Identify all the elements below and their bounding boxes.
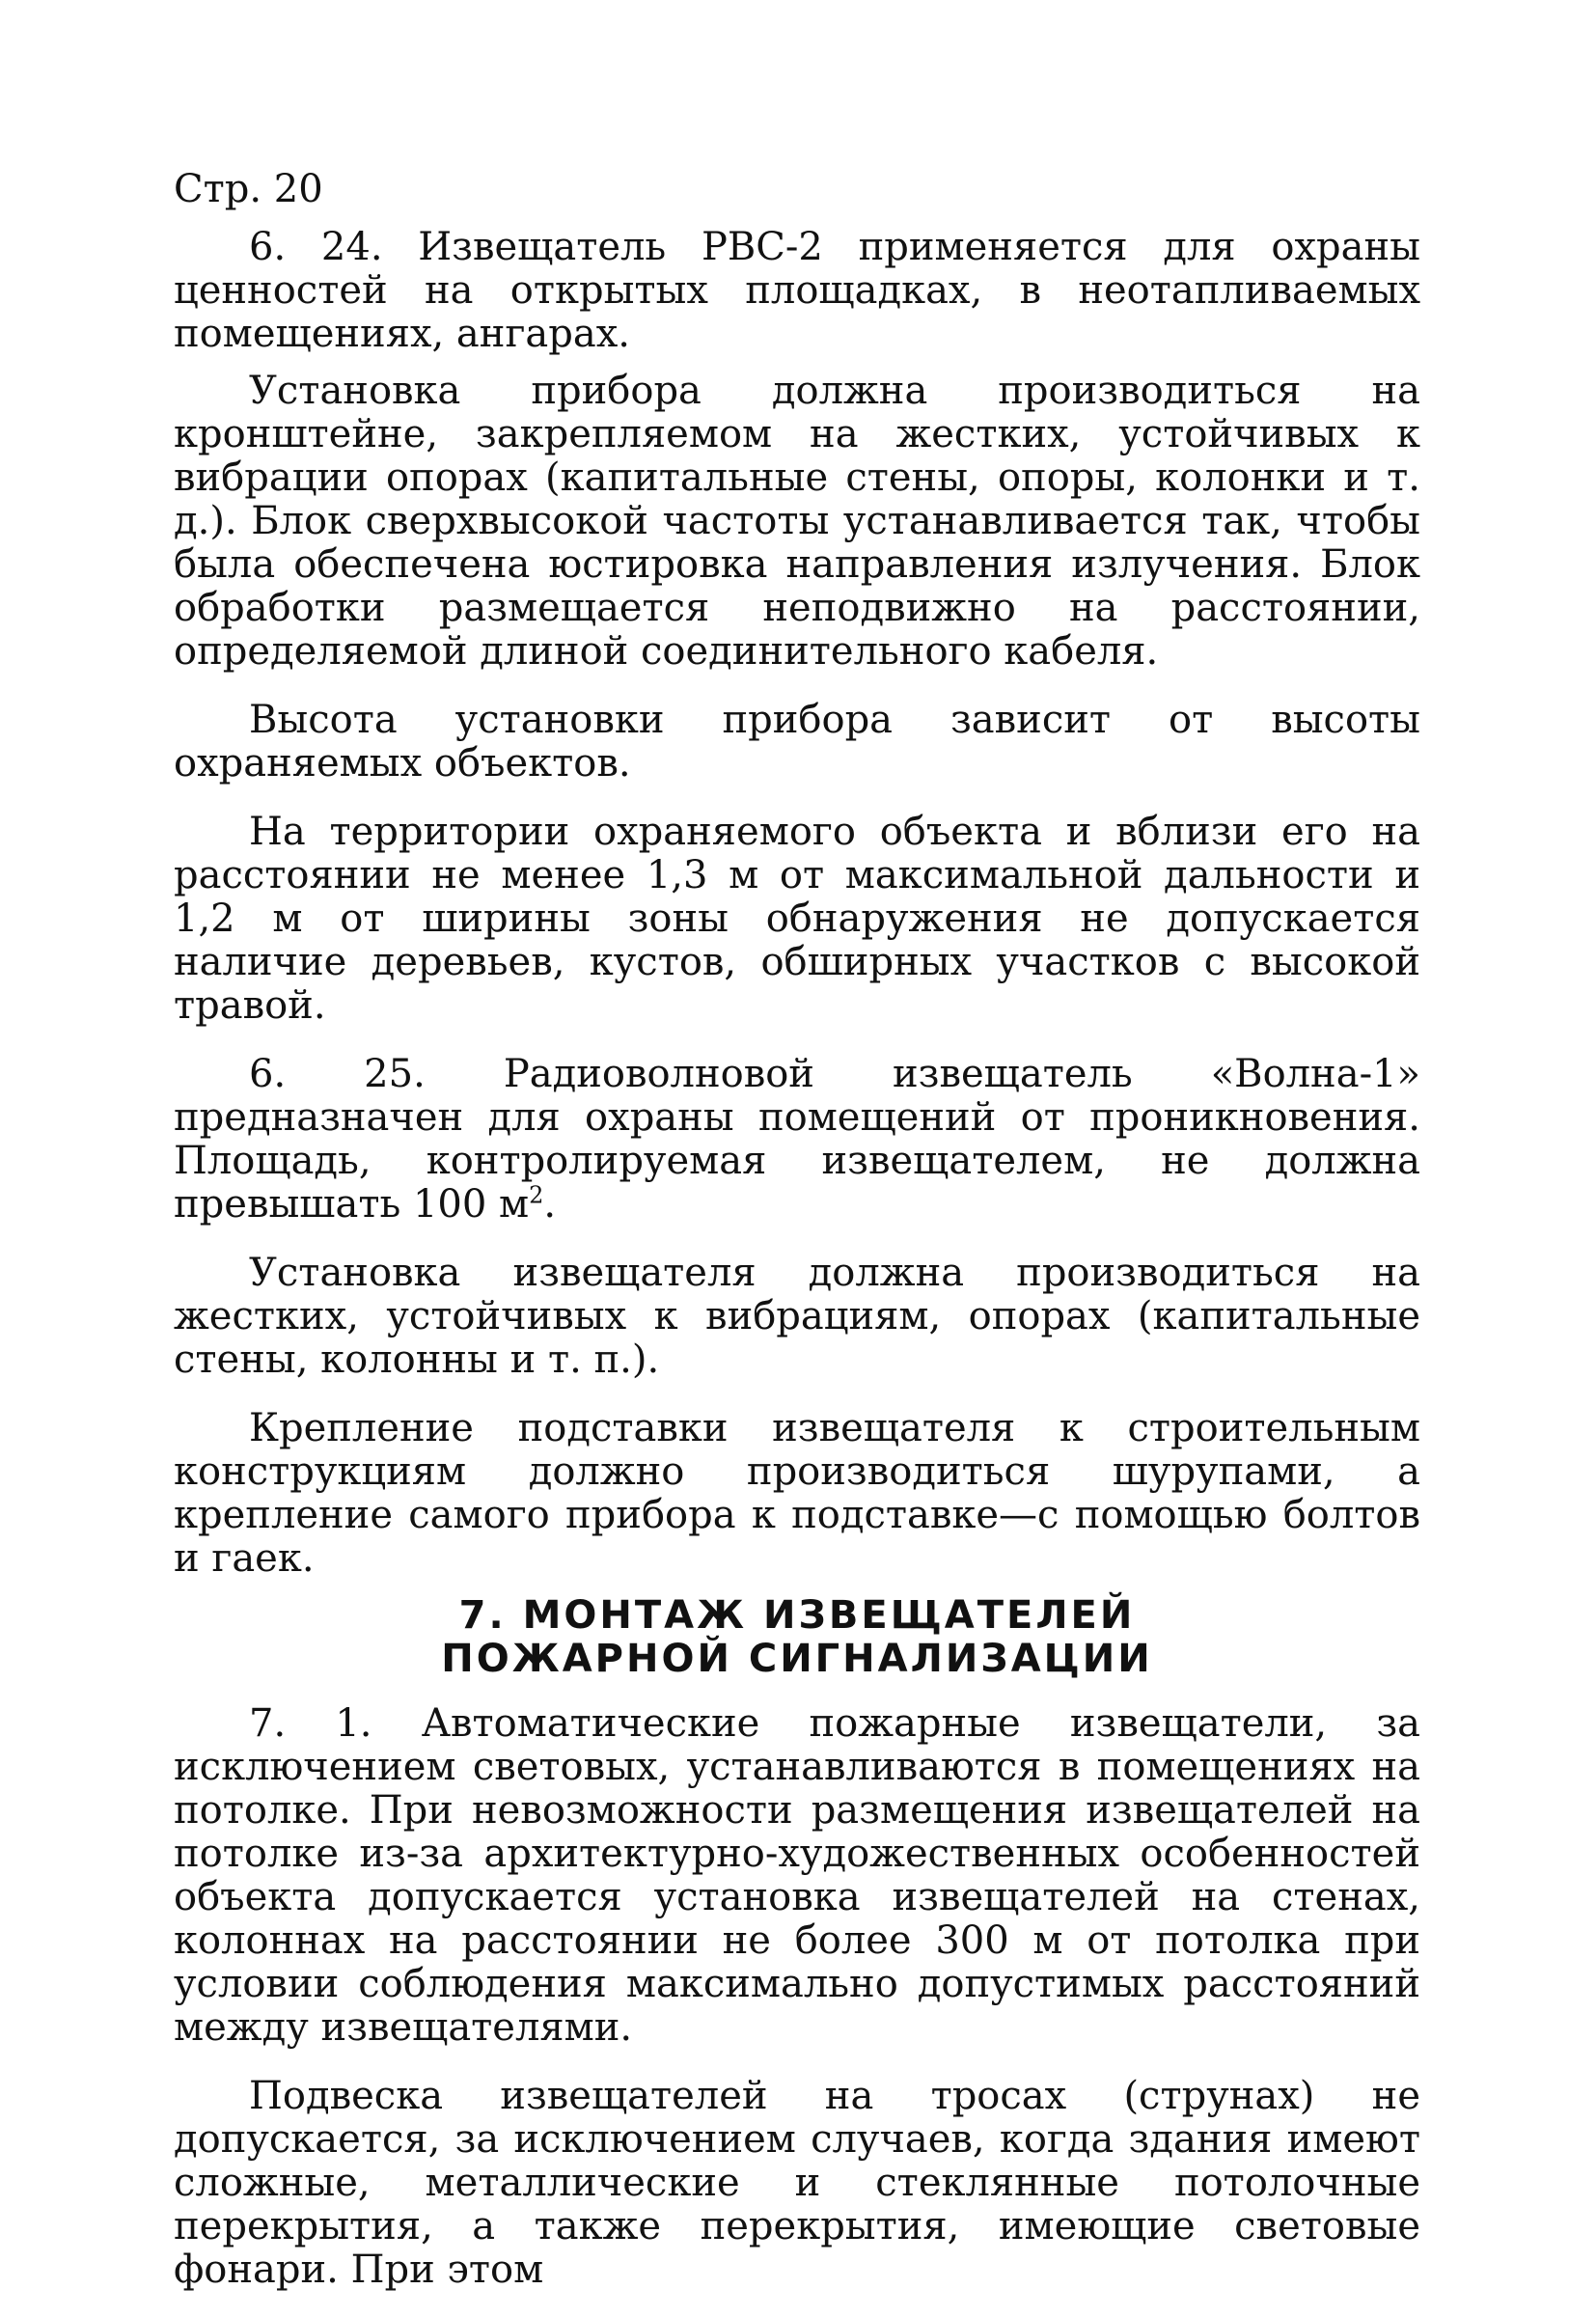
paragraph-6-25 (174, 1053, 1420, 1227)
page-number: Стр. 20 (174, 167, 323, 211)
paragraph-stand-fastening: Крепление подставки извещателя к строительным конструкциям должно производиться шурупами, а крепление самого прибора к подставке—с помощью болтов и гаек. (174, 1406, 1420, 1581)
square-superscript: 2 (529, 1181, 544, 1209)
document-page (174, 162, 1420, 2317)
paragraph-6-25-end: . (543, 1182, 557, 1227)
paragraph-6-24: 6. 24. Извещатель РВС-2 применяется для охраны ценностей на открытых площадках, в неотапливаемых помещениях, ангарах. (174, 225, 1420, 356)
paragraph-installation-height: Высота установки прибора зависит от высоты охраняемых объектов. (174, 698, 1420, 786)
section-heading-line-2: ПОЖАРНОЙ СИГНАЛИЗАЦИИ (441, 1637, 1153, 1681)
paragraph-detector-mounting: Установка извещателя должна производиться на жестких, устойчивых к вибрациям, опорах (капитальные стены, колонны и т. п.). (174, 1251, 1420, 1382)
paragraph-installation-bracket: Установка прибора должна производиться на кронштейне, закрепляемом на жестких, устойчивых к вибрации опорах (капитальные стены, опоры, колонки и т. д.). Блок сверхвысокой частоты устанавливается так, чтобы была обеспечена юстировка направления излучения. Блок обработки размещается неподвижно на расстоянии, определяемой длиной соединительного кабеля. (174, 369, 1420, 674)
paragraph-6-25-text: 6. 25. Радиоволновой извещатель «Волна-1» предназначен для охраны помещений от проникновения. Площадь, контролируемая извещателем, не должна превышать 100 м (174, 1052, 1420, 1227)
paragraph-territory-clearance: На территории охраняемого объекта и вблизи его на расстоянии не менее 1,3 м от максимальной дальности и 1,2 м от ширины зоны обнаружения не допускается наличие деревьев, кустов, обширных участков с высокой травой. (174, 810, 1420, 1028)
paragraph-cable-suspension: Подвеска извещателей на тросах (струнах) не допускается, за исключением случаев, когда здания имеют сложные, металлические и стеклянные потолочные перекрытия, а также перекрытия, имеющие световые фонари. При этом (174, 2074, 1420, 2292)
section-heading (174, 1594, 1420, 1681)
section-heading-line-1: 7. МОНТАЖ ИЗВЕЩАТЕЛЕЙ (458, 1593, 1136, 1638)
paragraph-7-1: 7. 1. Автоматические пожарные извещатели, за исключением световых, устанавливаются в помещениях на потолке. При невозможности размещения извещателей на потолке из-за архитектурно-художественных особенностей объекта допускается установка извещателей на стенах, колоннах на расстоянии не более 300 м от потолка при условии соблюдения максимально допустимых расстояний между извещателями. (174, 1701, 1420, 2050)
